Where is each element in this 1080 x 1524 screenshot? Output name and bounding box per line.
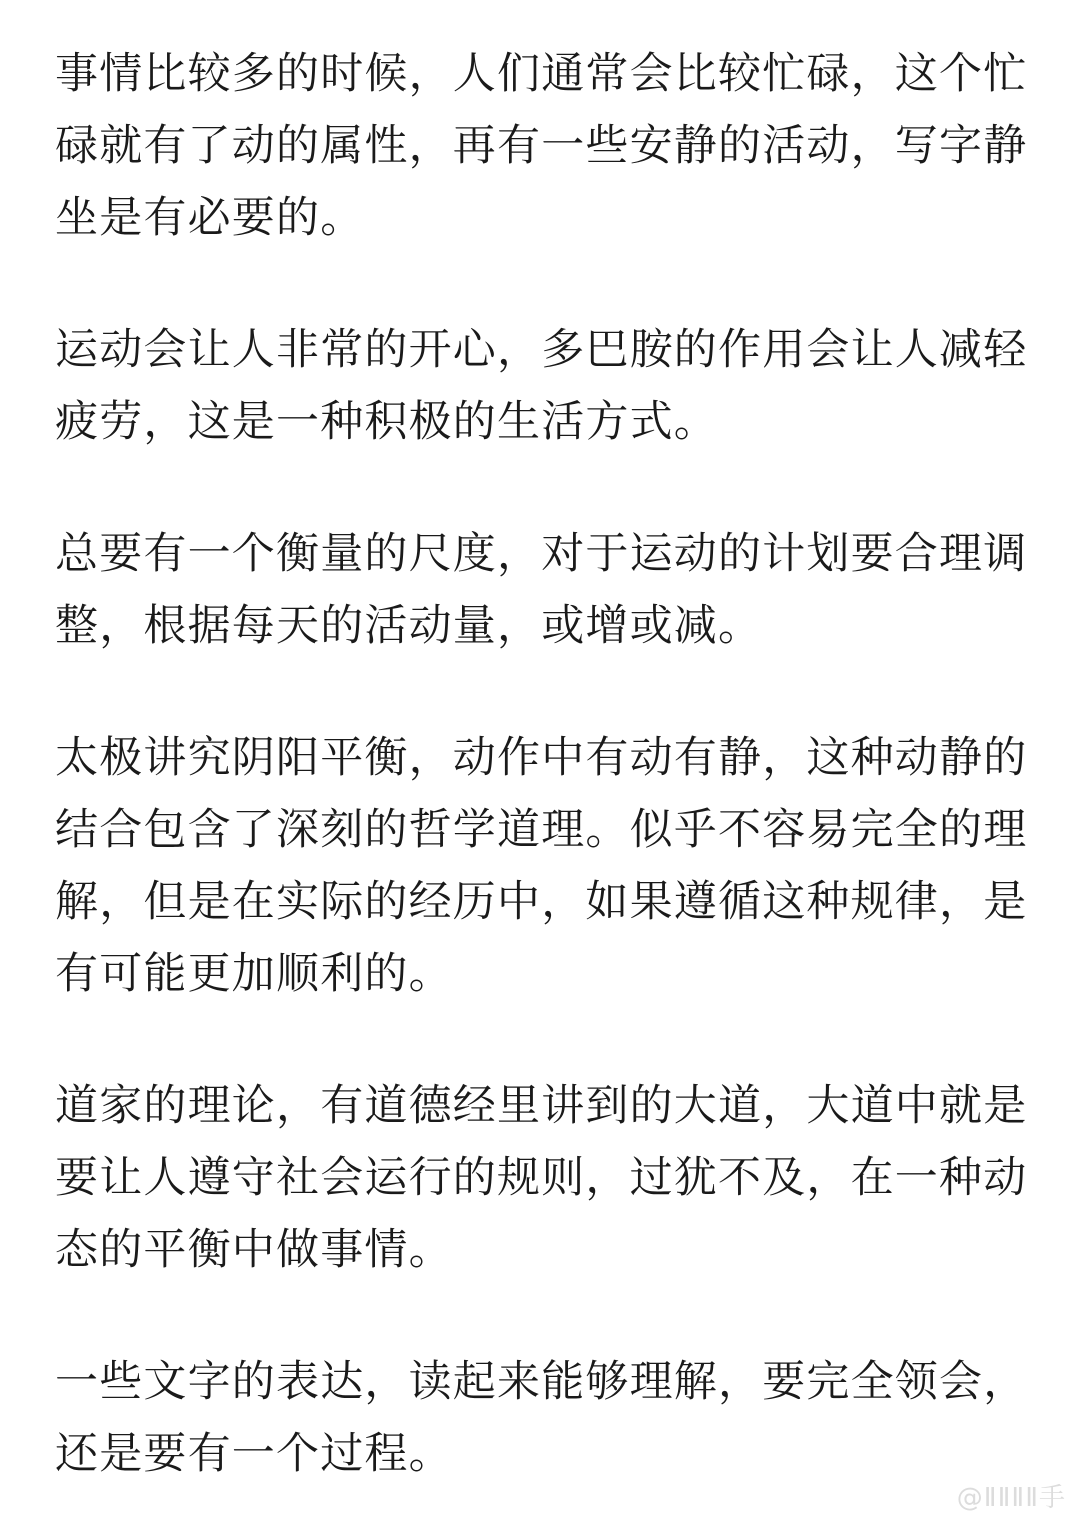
watermark: @ⅡⅡⅡⅡ手 <box>956 1483 1066 1513</box>
paragraph-3: 总要有一个衡量的尺度，对于运动的计划要合理调整，根据每天的活动量，或增或减。 <box>55 529 1028 651</box>
paragraph-1: 事情比较多的时候，人们通常会比较忙碌，这个忙碌就有了动的属性，再有一些安静的活动，写字静坐是有必要的。 <box>55 49 1028 243</box>
paragraph-5: 道家的理论，有道德经里讲到的大道，大道中就是要让人遵守社会运行的规则，过犹不及，在一种动态的平衡中做事情。 <box>55 1081 1028 1275</box>
paragraph-6: 一些文字的表达，读起来能够理解，要完全领会，还是要有一个过程。 <box>55 1357 1028 1479</box>
article-body <box>55 38 1030 1490</box>
paragraph-4: 太极讲究阴阳平衡，动作中有动有静，这种动静的结合包含了深刻的哲学道理。似乎不容易完全的理解，但是在实际的经历中，如果遵循这种规律，是有可能更加顺利的。 <box>55 733 1028 999</box>
paragraph-2: 运动会让人非常的开心，多巴胺的作用会让人减轻疲劳，这是一种积极的生活方式。 <box>55 325 1028 447</box>
